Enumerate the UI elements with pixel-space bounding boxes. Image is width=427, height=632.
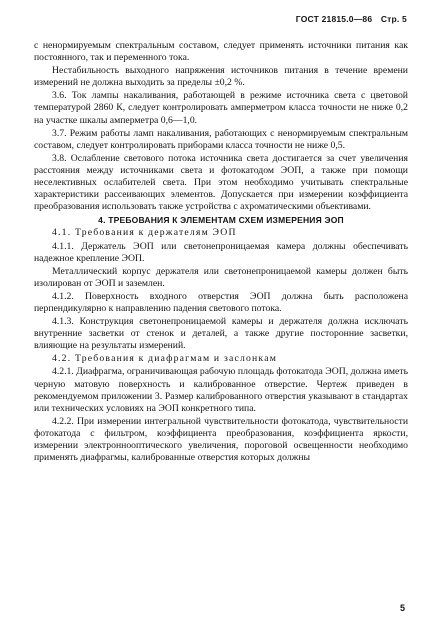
paragraph: 4.1.1. Держатель ЭОП или светонепроницаемая камера должны обеспечивать надежное крепление ЭОП. xyxy=(34,240,408,264)
paragraph: 4.2.1. Диафрагма, ограничивающая рабочую площадь фотокатода ЭОП, должна иметь черную матовую поверхность и калиброванное отверстие. Чертеж приведен в рекомендуемом приложении 3. Размер калиброванного отверстия указывают в стандартах или технических условиях на ЭОП конкретного типа. xyxy=(34,366,408,414)
subsection-title: 4.2. Требования к диафрагмам и заслонкам xyxy=(52,353,278,365)
section-title: 4. ТРЕБОВАНИЯ К ЭЛЕМЕНТАМ СХЕМ ИЗМЕРЕНИЯ ЭОП xyxy=(98,215,344,226)
page-number: 5 xyxy=(399,603,405,613)
page-body xyxy=(34,40,408,464)
paragraph: Металлический корпус держателя или светонепроницаемой камеры должен быть изолирован от ЭОП и заземлен. xyxy=(34,265,408,289)
paragraph: 3.6. Ток лампы накаливания, работающей в режиме источника света с цветовой температурой 2860 К, следует контролировать амперметром класса точности не ниже 0,2 на участке шкалы амперметра 0,6—1,0. xyxy=(34,90,408,126)
running-header xyxy=(290,14,407,24)
paragraph: 4.2.2. При измерении интегральной чувствительности фотокатода, чувствительности фотокатода с фильтром, коэффициента преобразования, коэффициента яркости, измерении электроннооптического увеличения, пороговой освещенности необходимо применять диафрагмы, калиброванные отверстия которых должны xyxy=(34,415,408,464)
paragraph: с ненормируемым спектральным составом, следует применять источники питания как постоянного, так и переменного тока. xyxy=(34,40,408,64)
standard-number: ГОСТ 21815.0—86 xyxy=(295,14,373,24)
paragraph: 3.7. Режим работы ламп накаливания, работающих с ненормируемым спектральным составом, следует контролировать приборами класса точности не ниже 0,5. xyxy=(34,127,408,151)
paragraph: Нестабильность выходного напряжения источников питания в течение времени измерений не должна выходить за пределы ±0,2 %. xyxy=(34,65,408,89)
page-label: Стр. 5 xyxy=(380,14,407,24)
paragraph: 3.8. Ослабление светового потока источника света достигается за счет увеличения расстояния между источниками света и фотокатодом ЭОП, а также при помощи неселективных ослабителей света. При этом необходимо учитывать спектральные характеристики рассеивающих элементов. Допускается при измерении коэффициента преобразования использовать также устройства с ахроматическими объективами. xyxy=(34,152,408,213)
subsection-title: 4.1. Требования к держателям ЭОП xyxy=(52,227,237,239)
paragraph: 4.1.3. Конструкция светонепроницаемой камеры и держателя должна исключать внутренние засветки от стенок и деталей, а также другие посторонние засветки, влияющие на результаты измерений. xyxy=(34,316,408,352)
paragraph: 4.1.2. Поверхность входного отверстия ЭОП должна быть расположена перпендикулярно к направлению падения светового потока. xyxy=(34,290,408,314)
